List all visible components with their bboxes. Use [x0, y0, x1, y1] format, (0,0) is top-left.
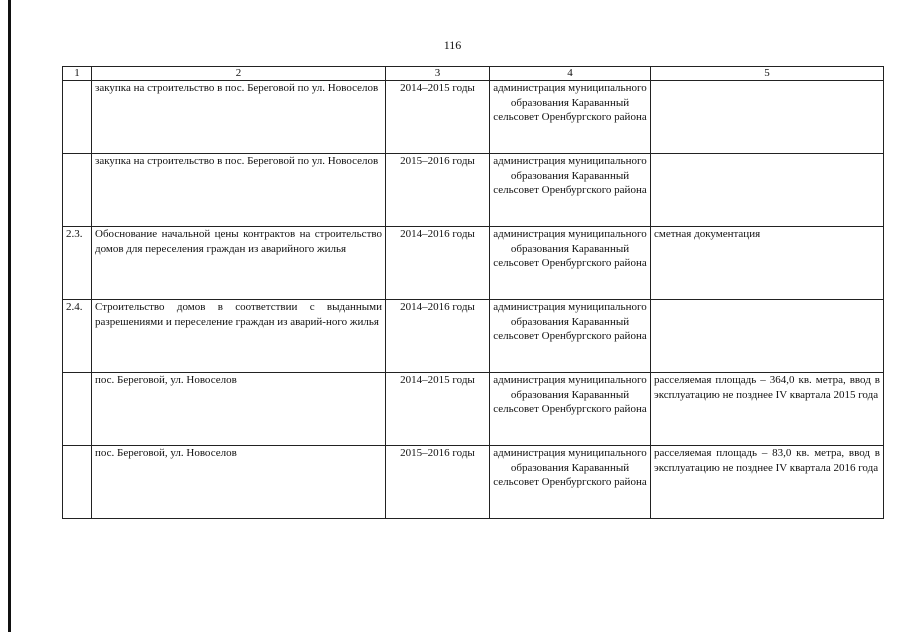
measure-cell: Обоснование начальной цены контрактов на строительство домов для переселения граждан из аварийного жилья [92, 227, 386, 300]
executor-cell: администрация муниципального образования Караванный сельсовет Оренбургского района [490, 446, 651, 519]
table-row [63, 373, 884, 446]
row-number-cell [63, 373, 92, 446]
page-number: 116 [443, 38, 462, 52]
table-row [63, 300, 884, 373]
table-row [63, 154, 884, 227]
period-cell: 2014–2015 годы [386, 81, 490, 154]
column-header: 5 [651, 67, 884, 81]
column-header: 2 [92, 67, 386, 81]
table-row [63, 446, 884, 519]
period-cell: 2015–2016 годы [386, 446, 490, 519]
period-cell: 2014–2015 годы [386, 373, 490, 446]
result-cell [651, 81, 884, 154]
scan-edge-line [8, 0, 11, 632]
period-cell: 2015–2016 годы [386, 154, 490, 227]
result-cell: расселяемая площадь – 364,0 кв. метра, ввод в эксплуатацию не позднее IV квартала 2015 года [651, 373, 884, 446]
table-header-row [63, 67, 884, 81]
result-cell: сметная документация [651, 227, 884, 300]
executor-cell: администрация муниципального образования Караванный сельсовет Оренбургского района [490, 81, 651, 154]
result-cell [651, 300, 884, 373]
result-cell: расселяемая площадь – 83,0 кв. метра, ввод в эксплуатацию не позднее IV квартала 2016 года [651, 446, 884, 519]
measure-cell: закупка на строительство в пос. Береговой по ул. Новоселов [92, 81, 386, 154]
measure-cell: закупка на строительство в пос. Береговой по ул. Новоселов [92, 154, 386, 227]
period-cell: 2014–2016 годы [386, 300, 490, 373]
executor-cell: администрация муниципального образования Караванный сельсовет Оренбургского района [490, 373, 651, 446]
row-number-cell [63, 446, 92, 519]
measure-cell: пос. Береговой, ул. Новоселов [92, 373, 386, 446]
row-number-cell: 2.4. [63, 300, 92, 373]
table-row [63, 227, 884, 300]
plan-table [62, 66, 884, 519]
executor-cell: администрация муниципального образования Караванный сельсовет Оренбургского района [490, 227, 651, 300]
measure-cell: Строительство домов в соответствии с выданными разрешениями и переселение граждан из аварий-ного жилья [92, 300, 386, 373]
column-header: 3 [386, 67, 490, 81]
row-number-cell [63, 81, 92, 154]
column-header: 1 [63, 67, 92, 81]
row-number-cell: 2.3. [63, 227, 92, 300]
executor-cell: администрация муниципального образования Караванный сельсовет Оренбургского района [490, 154, 651, 227]
executor-cell: администрация муниципального образования Караванный сельсовет Оренбургского района [490, 300, 651, 373]
table-row [63, 81, 884, 154]
result-cell [651, 154, 884, 227]
column-header: 4 [490, 67, 651, 81]
period-cell: 2014–2016 годы [386, 227, 490, 300]
row-number-cell [63, 154, 92, 227]
measure-cell: пос. Береговой, ул. Новоселов [92, 446, 386, 519]
